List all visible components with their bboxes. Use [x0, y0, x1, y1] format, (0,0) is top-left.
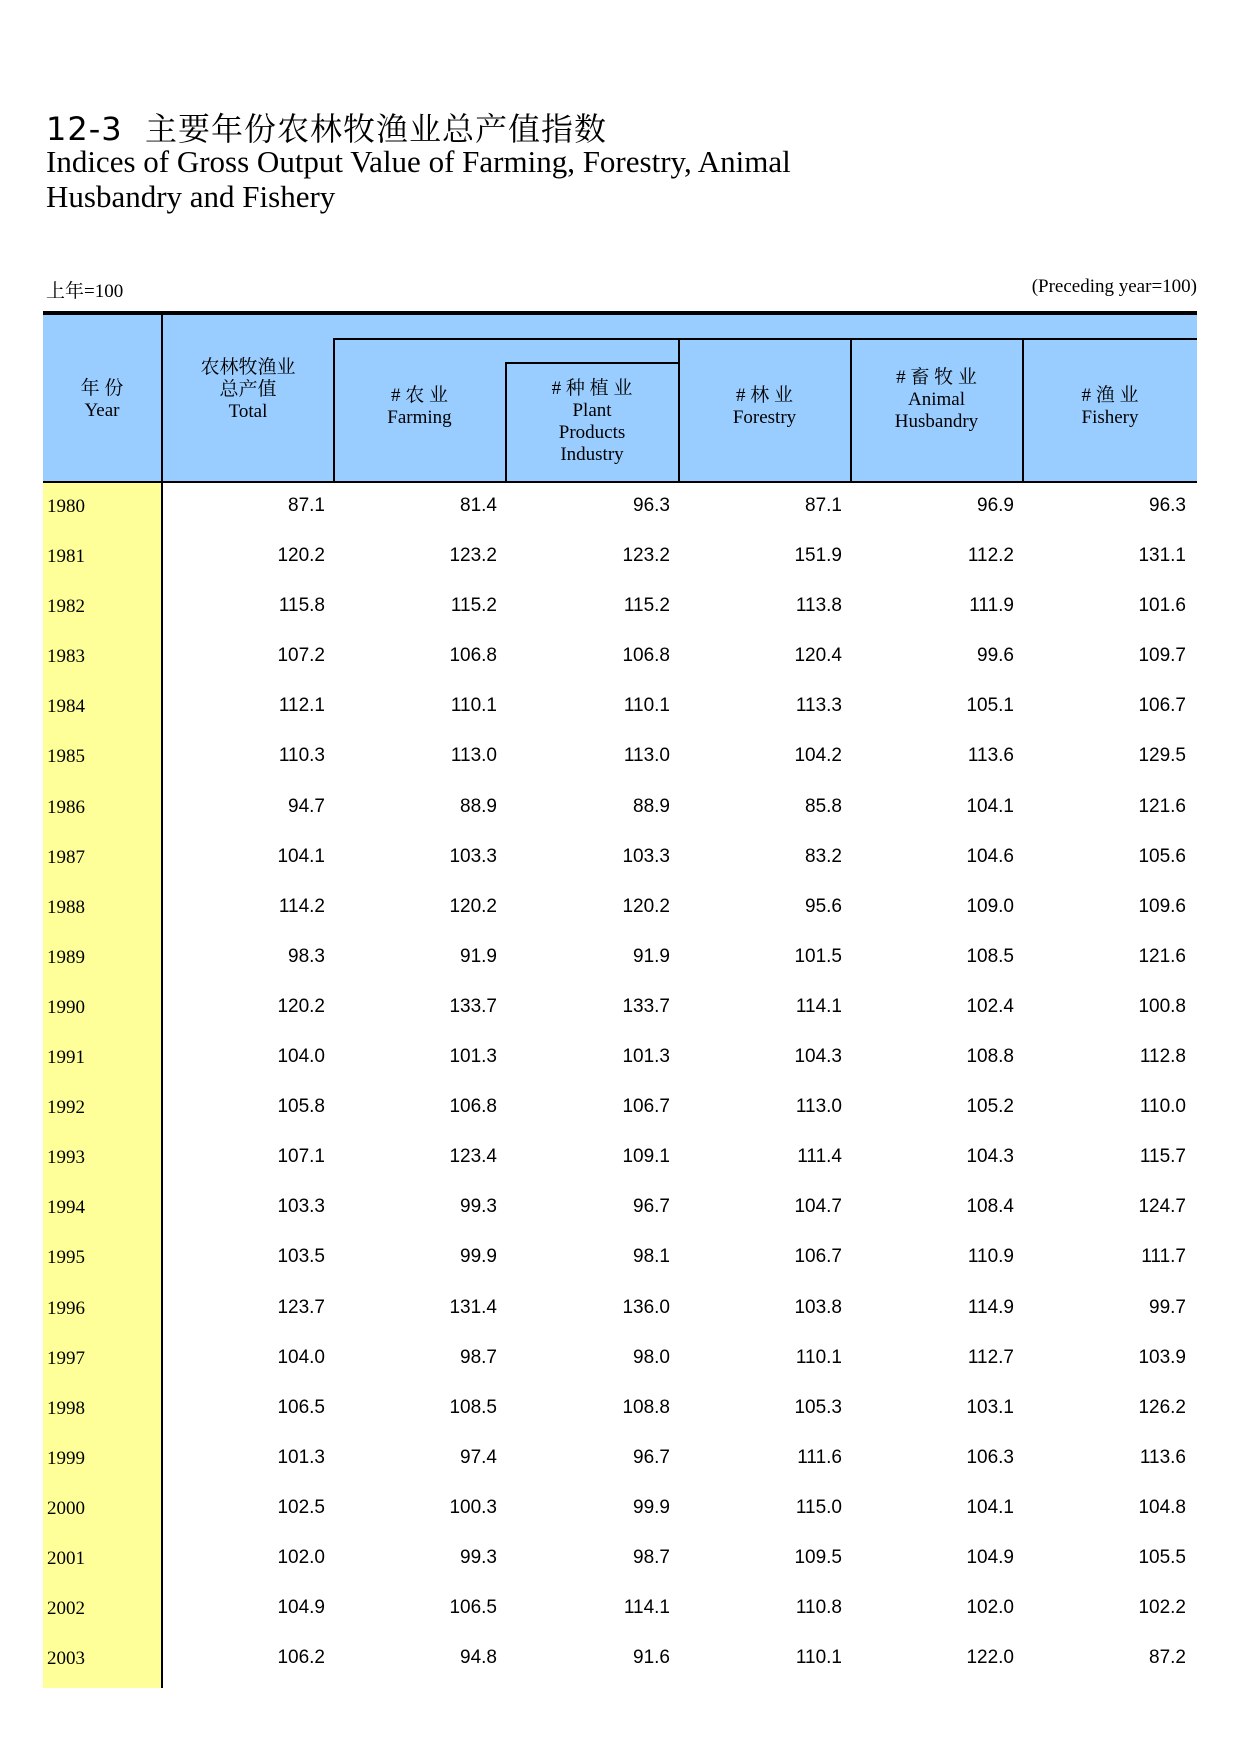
table-row: [43, 1234, 1197, 1284]
cell-farming: 110.1: [450, 695, 497, 717]
cell-forestry: 104.2: [794, 745, 842, 767]
cell-animal: 104.1: [966, 1496, 1014, 1518]
row-year: 1997: [47, 1347, 85, 1369]
cell-animal: 96.9: [977, 495, 1014, 516]
cell-total: 120.2: [277, 995, 325, 1017]
cell-total: 114.2: [278, 895, 325, 917]
cell-total: 104.0: [277, 1046, 325, 1068]
row-year: 1982: [47, 596, 85, 618]
header-total: [163, 345, 333, 435]
cell-fishery: 129.5: [1138, 745, 1186, 767]
cell-fishery: 106.7: [1138, 695, 1186, 717]
cell-total: 110.3: [278, 745, 325, 767]
header-animal: [851, 355, 1022, 445]
cell-total: 94.7: [288, 795, 325, 817]
row-year: 1996: [47, 1297, 85, 1319]
cell-farming: 100.3: [449, 1496, 497, 1518]
cell-farming: 97.4: [460, 1446, 497, 1468]
header-rule-plant: [505, 362, 679, 364]
cell-total: 102.5: [277, 1496, 325, 1518]
header-year-en: Year: [84, 400, 120, 421]
cell-plant: 91.9: [633, 945, 670, 967]
cell-farming: 91.9: [460, 945, 497, 967]
row-year: 1985: [47, 746, 85, 768]
cell-fishery: 115.7: [1139, 1146, 1186, 1168]
cell-farming: 99.3: [460, 1546, 497, 1568]
cell-forestry: 110.1: [795, 1346, 842, 1368]
cell-total: 107.2: [277, 645, 325, 667]
header-animal-cn: # 畜 牧 业: [896, 367, 977, 388]
header-fishery: [1023, 362, 1197, 452]
table-row: [43, 633, 1197, 683]
header-year: [43, 355, 161, 445]
header-plant-cn: # 种 植 业: [551, 378, 633, 399]
cell-animal: 104.3: [966, 1146, 1014, 1168]
header-farming-cn: # 农 业: [390, 385, 448, 406]
header-forestry-cn: # 林 业: [735, 385, 793, 406]
cell-fishery: 103.9: [1138, 1346, 1186, 1368]
cell-farming: 81.4: [460, 495, 497, 516]
table-row: [43, 784, 1197, 834]
cell-animal: 110.9: [967, 1246, 1014, 1268]
cell-farming: 98.7: [460, 1346, 497, 1368]
row-year: 1981: [47, 546, 85, 568]
cell-animal: 108.8: [966, 1046, 1014, 1068]
cell-fishery: 99.7: [1149, 1296, 1186, 1318]
cell-fishery: 113.6: [1139, 1446, 1186, 1468]
table-row: [43, 683, 1197, 733]
header-total-cn2: 总产值: [219, 379, 277, 400]
table-row: [43, 1635, 1197, 1685]
cell-plant: 96.7: [633, 1196, 670, 1218]
cell-plant: 91.6: [633, 1647, 670, 1669]
table-row: [43, 984, 1197, 1034]
cell-total: 87.1: [288, 495, 325, 516]
cell-plant: 96.7: [633, 1446, 670, 1468]
cell-forestry: 114.1: [795, 995, 842, 1017]
cell-plant: 110.1: [623, 695, 670, 717]
cell-farming: 88.9: [460, 795, 497, 817]
cell-farming: 131.4: [449, 1296, 497, 1318]
row-year: 1993: [47, 1147, 85, 1169]
row-year: 2000: [47, 1497, 85, 1519]
table-row: [43, 834, 1197, 884]
cell-total: 115.8: [278, 595, 325, 617]
cell-farming: 106.8: [449, 645, 497, 667]
row-year: 1990: [47, 996, 85, 1018]
cell-farming: 99.9: [460, 1246, 497, 1268]
cell-fishery: 109.6: [1138, 895, 1186, 917]
cell-forestry: 104.7: [794, 1196, 842, 1218]
row-year: 1987: [47, 846, 85, 868]
cell-fishery: 102.2: [1138, 1597, 1186, 1619]
cell-animal: 113.6: [967, 745, 1014, 767]
cell-fishery: 111.7: [1141, 1246, 1186, 1268]
table-row: [43, 483, 1197, 533]
cell-farming: 123.4: [449, 1146, 497, 1168]
cell-farming: 101.3: [449, 1046, 497, 1068]
cell-animal: 108.5: [966, 945, 1014, 967]
cell-plant: 106.7: [622, 1096, 670, 1118]
cell-fishery: 112.8: [1139, 1046, 1186, 1068]
cell-total: 103.3: [277, 1196, 325, 1218]
cell-fishery: 87.2: [1149, 1647, 1186, 1669]
cell-plant: 113.0: [623, 745, 670, 767]
header-fishery-cn: # 渔 业: [1081, 385, 1139, 406]
cell-forestry: 115.0: [795, 1496, 842, 1518]
cell-total: 104.0: [277, 1346, 325, 1368]
cell-animal: 105.1: [966, 695, 1014, 717]
row-year: 1986: [47, 796, 85, 818]
cell-plant: 109.1: [622, 1146, 670, 1168]
header-animal-en1: Animal: [908, 389, 965, 410]
table-row: [43, 1134, 1197, 1184]
row-year: 1988: [47, 896, 85, 918]
cell-forestry: 85.8: [805, 795, 842, 817]
cell-total: 107.1: [277, 1146, 325, 1168]
row-year: 2003: [47, 1648, 85, 1670]
cell-total: 120.2: [277, 545, 325, 567]
row-year: 1999: [47, 1447, 85, 1469]
cell-forestry: 151.9: [794, 545, 842, 567]
table-row: [43, 533, 1197, 583]
cell-plant: 133.7: [622, 995, 670, 1017]
cell-plant: 108.8: [622, 1396, 670, 1418]
cell-forestry: 101.5: [794, 945, 842, 967]
cell-farming: 133.7: [449, 995, 497, 1017]
row-year: 1994: [47, 1197, 85, 1219]
cell-animal: 102.4: [966, 995, 1014, 1017]
cell-forestry: 110.1: [795, 1647, 842, 1669]
title-cn: [46, 110, 806, 148]
cell-animal: 106.3: [966, 1446, 1014, 1468]
cell-farming: 123.2: [449, 545, 497, 567]
cell-plant: 123.2: [622, 545, 670, 567]
cell-fishery: 124.7: [1138, 1196, 1186, 1218]
table-row: [43, 1585, 1197, 1635]
header-plant: [506, 372, 678, 472]
cell-plant: 98.1: [633, 1246, 670, 1268]
cell-fishery: 121.6: [1138, 945, 1186, 967]
cell-animal: 103.1: [966, 1396, 1014, 1418]
cell-animal: 114.9: [967, 1296, 1014, 1318]
row-year: 1984: [47, 696, 85, 718]
cell-fishery: 96.3: [1149, 495, 1186, 516]
cell-plant: 136.0: [622, 1296, 670, 1318]
table-row: [43, 934, 1197, 984]
cell-farming: 115.2: [450, 595, 497, 617]
cell-plant: 103.3: [622, 845, 670, 867]
cell-forestry: 111.6: [797, 1446, 842, 1468]
title-chinese: 主要年份农林牧渔业总产值指数: [144, 110, 607, 148]
cell-plant: 96.3: [633, 495, 670, 516]
table-row: [43, 733, 1197, 783]
cell-forestry: 113.0: [795, 1096, 842, 1118]
cell-fishery: 100.8: [1138, 995, 1186, 1017]
cell-forestry: 120.4: [794, 645, 842, 667]
header-plant-en1: Plant: [572, 400, 612, 421]
cell-plant: 98.7: [633, 1546, 670, 1568]
cell-total: 102.0: [277, 1546, 325, 1568]
unit-note-en: (Preceding year=100): [1031, 276, 1197, 297]
cell-total: 105.8: [277, 1096, 325, 1118]
header-farming: [334, 362, 505, 452]
cell-plant: 106.8: [622, 645, 670, 667]
cell-forestry: 110.8: [795, 1597, 842, 1619]
cell-fishery: 109.7: [1138, 645, 1186, 667]
cell-fishery: 126.2: [1138, 1396, 1186, 1418]
row-year: 1992: [47, 1097, 85, 1119]
unit-note-cn: 上年=100: [46, 281, 124, 302]
row-year: 1980: [47, 496, 85, 517]
table-number: 12-3: [46, 110, 123, 148]
table-row: [43, 1335, 1197, 1385]
cell-plant: 120.2: [622, 895, 670, 917]
header-farming-en: Farming: [387, 407, 452, 428]
cell-total: 104.1: [277, 845, 325, 867]
cell-total: 103.5: [277, 1246, 325, 1268]
cell-plant: 115.2: [623, 595, 670, 617]
cell-forestry: 106.7: [794, 1246, 842, 1268]
header-rule-top: [333, 338, 1197, 340]
cell-farming: 94.8: [460, 1647, 497, 1669]
cell-animal: 102.0: [966, 1597, 1014, 1619]
header-forestry-en: Forestry: [732, 407, 797, 428]
cell-fishery: 105.5: [1138, 1546, 1186, 1568]
table-row: [43, 583, 1197, 633]
table-row: [43, 1385, 1197, 1435]
cell-animal: 108.4: [966, 1196, 1014, 1218]
cell-fishery: 104.8: [1138, 1496, 1186, 1518]
cell-plant: 99.9: [633, 1496, 670, 1518]
row-year: 2001: [47, 1547, 85, 1569]
header-animal-en2: Husbandry: [894, 411, 979, 432]
row-year: 1991: [47, 1047, 85, 1069]
cell-fishery: 131.1: [1138, 545, 1186, 567]
cell-total: 101.3: [277, 1446, 325, 1468]
cell-forestry: 104.3: [794, 1046, 842, 1068]
cell-plant: 101.3: [622, 1046, 670, 1068]
cell-forestry: 87.1: [805, 495, 842, 516]
cell-forestry: 103.8: [794, 1296, 842, 1318]
header-fishery-en: Fishery: [1081, 407, 1139, 428]
header-plant-en3: Industry: [560, 444, 624, 465]
header-forestry: [679, 362, 850, 452]
cell-forestry: 111.4: [797, 1146, 842, 1168]
header-total-cn1: 农林牧渔业: [200, 357, 296, 378]
table-row: [43, 1084, 1197, 1134]
row-year: 1983: [47, 646, 85, 668]
cell-forestry: 109.5: [794, 1546, 842, 1568]
table-body: [43, 483, 1197, 1685]
cell-animal: 109.0: [966, 895, 1014, 917]
cell-animal: 122.0: [966, 1647, 1014, 1669]
cell-farming: 113.0: [450, 745, 497, 767]
cell-animal: 104.1: [966, 795, 1014, 817]
table-row: [43, 1485, 1197, 1535]
cell-fishery: 121.6: [1138, 795, 1186, 817]
table-row: [43, 1535, 1197, 1585]
cell-farming: 103.3: [449, 845, 497, 867]
cell-total: 106.5: [277, 1396, 325, 1418]
cell-fishery: 101.6: [1138, 595, 1186, 617]
cell-total: 104.9: [277, 1597, 325, 1619]
cell-forestry: 105.3: [794, 1396, 842, 1418]
row-year: 1995: [47, 1247, 85, 1269]
cell-animal: 104.6: [966, 845, 1014, 867]
cell-fishery: 105.6: [1138, 845, 1186, 867]
row-year: 1998: [47, 1397, 85, 1419]
table-row: [43, 1034, 1197, 1084]
cell-plant: 98.0: [633, 1346, 670, 1368]
title-block: [46, 110, 806, 214]
cell-animal: 112.2: [967, 545, 1014, 567]
cell-farming: 106.8: [449, 1096, 497, 1118]
cell-forestry: 95.6: [805, 895, 842, 917]
cell-animal: 104.9: [966, 1546, 1014, 1568]
cell-plant: 88.9: [633, 795, 670, 817]
cell-plant: 114.1: [623, 1597, 670, 1619]
table-row: [43, 1435, 1197, 1485]
cell-total: 123.7: [277, 1296, 325, 1318]
cell-farming: 99.3: [460, 1196, 497, 1218]
title-english: Indices of Gross Output Value of Farming, Forestry, Animal Husbandry and Fishery: [46, 144, 791, 214]
table-row: [43, 884, 1197, 934]
cell-animal: 112.7: [967, 1346, 1014, 1368]
cell-total: 106.2: [277, 1647, 325, 1669]
row-year: 1989: [47, 946, 85, 968]
cell-animal: 105.2: [966, 1096, 1014, 1118]
cell-farming: 108.5: [449, 1396, 497, 1418]
header-plant-en2: Products: [558, 422, 626, 443]
cell-farming: 120.2: [449, 895, 497, 917]
table-header: [43, 315, 1197, 483]
cell-animal: 111.9: [969, 595, 1014, 617]
cell-total: 112.1: [278, 695, 325, 717]
cell-forestry: 83.2: [805, 845, 842, 867]
table-row: [43, 1184, 1197, 1234]
row-year: 2002: [47, 1598, 85, 1620]
cell-farming: 106.5: [449, 1597, 497, 1619]
table-row: [43, 1285, 1197, 1335]
header-total-en: Total: [228, 401, 268, 422]
cell-fishery: 110.0: [1139, 1096, 1186, 1118]
cell-forestry: 113.8: [795, 595, 842, 617]
cell-total: 98.3: [288, 945, 325, 967]
cell-forestry: 113.3: [795, 695, 842, 717]
cell-animal: 99.6: [977, 645, 1014, 667]
header-year-cn: 年 份: [80, 378, 124, 399]
